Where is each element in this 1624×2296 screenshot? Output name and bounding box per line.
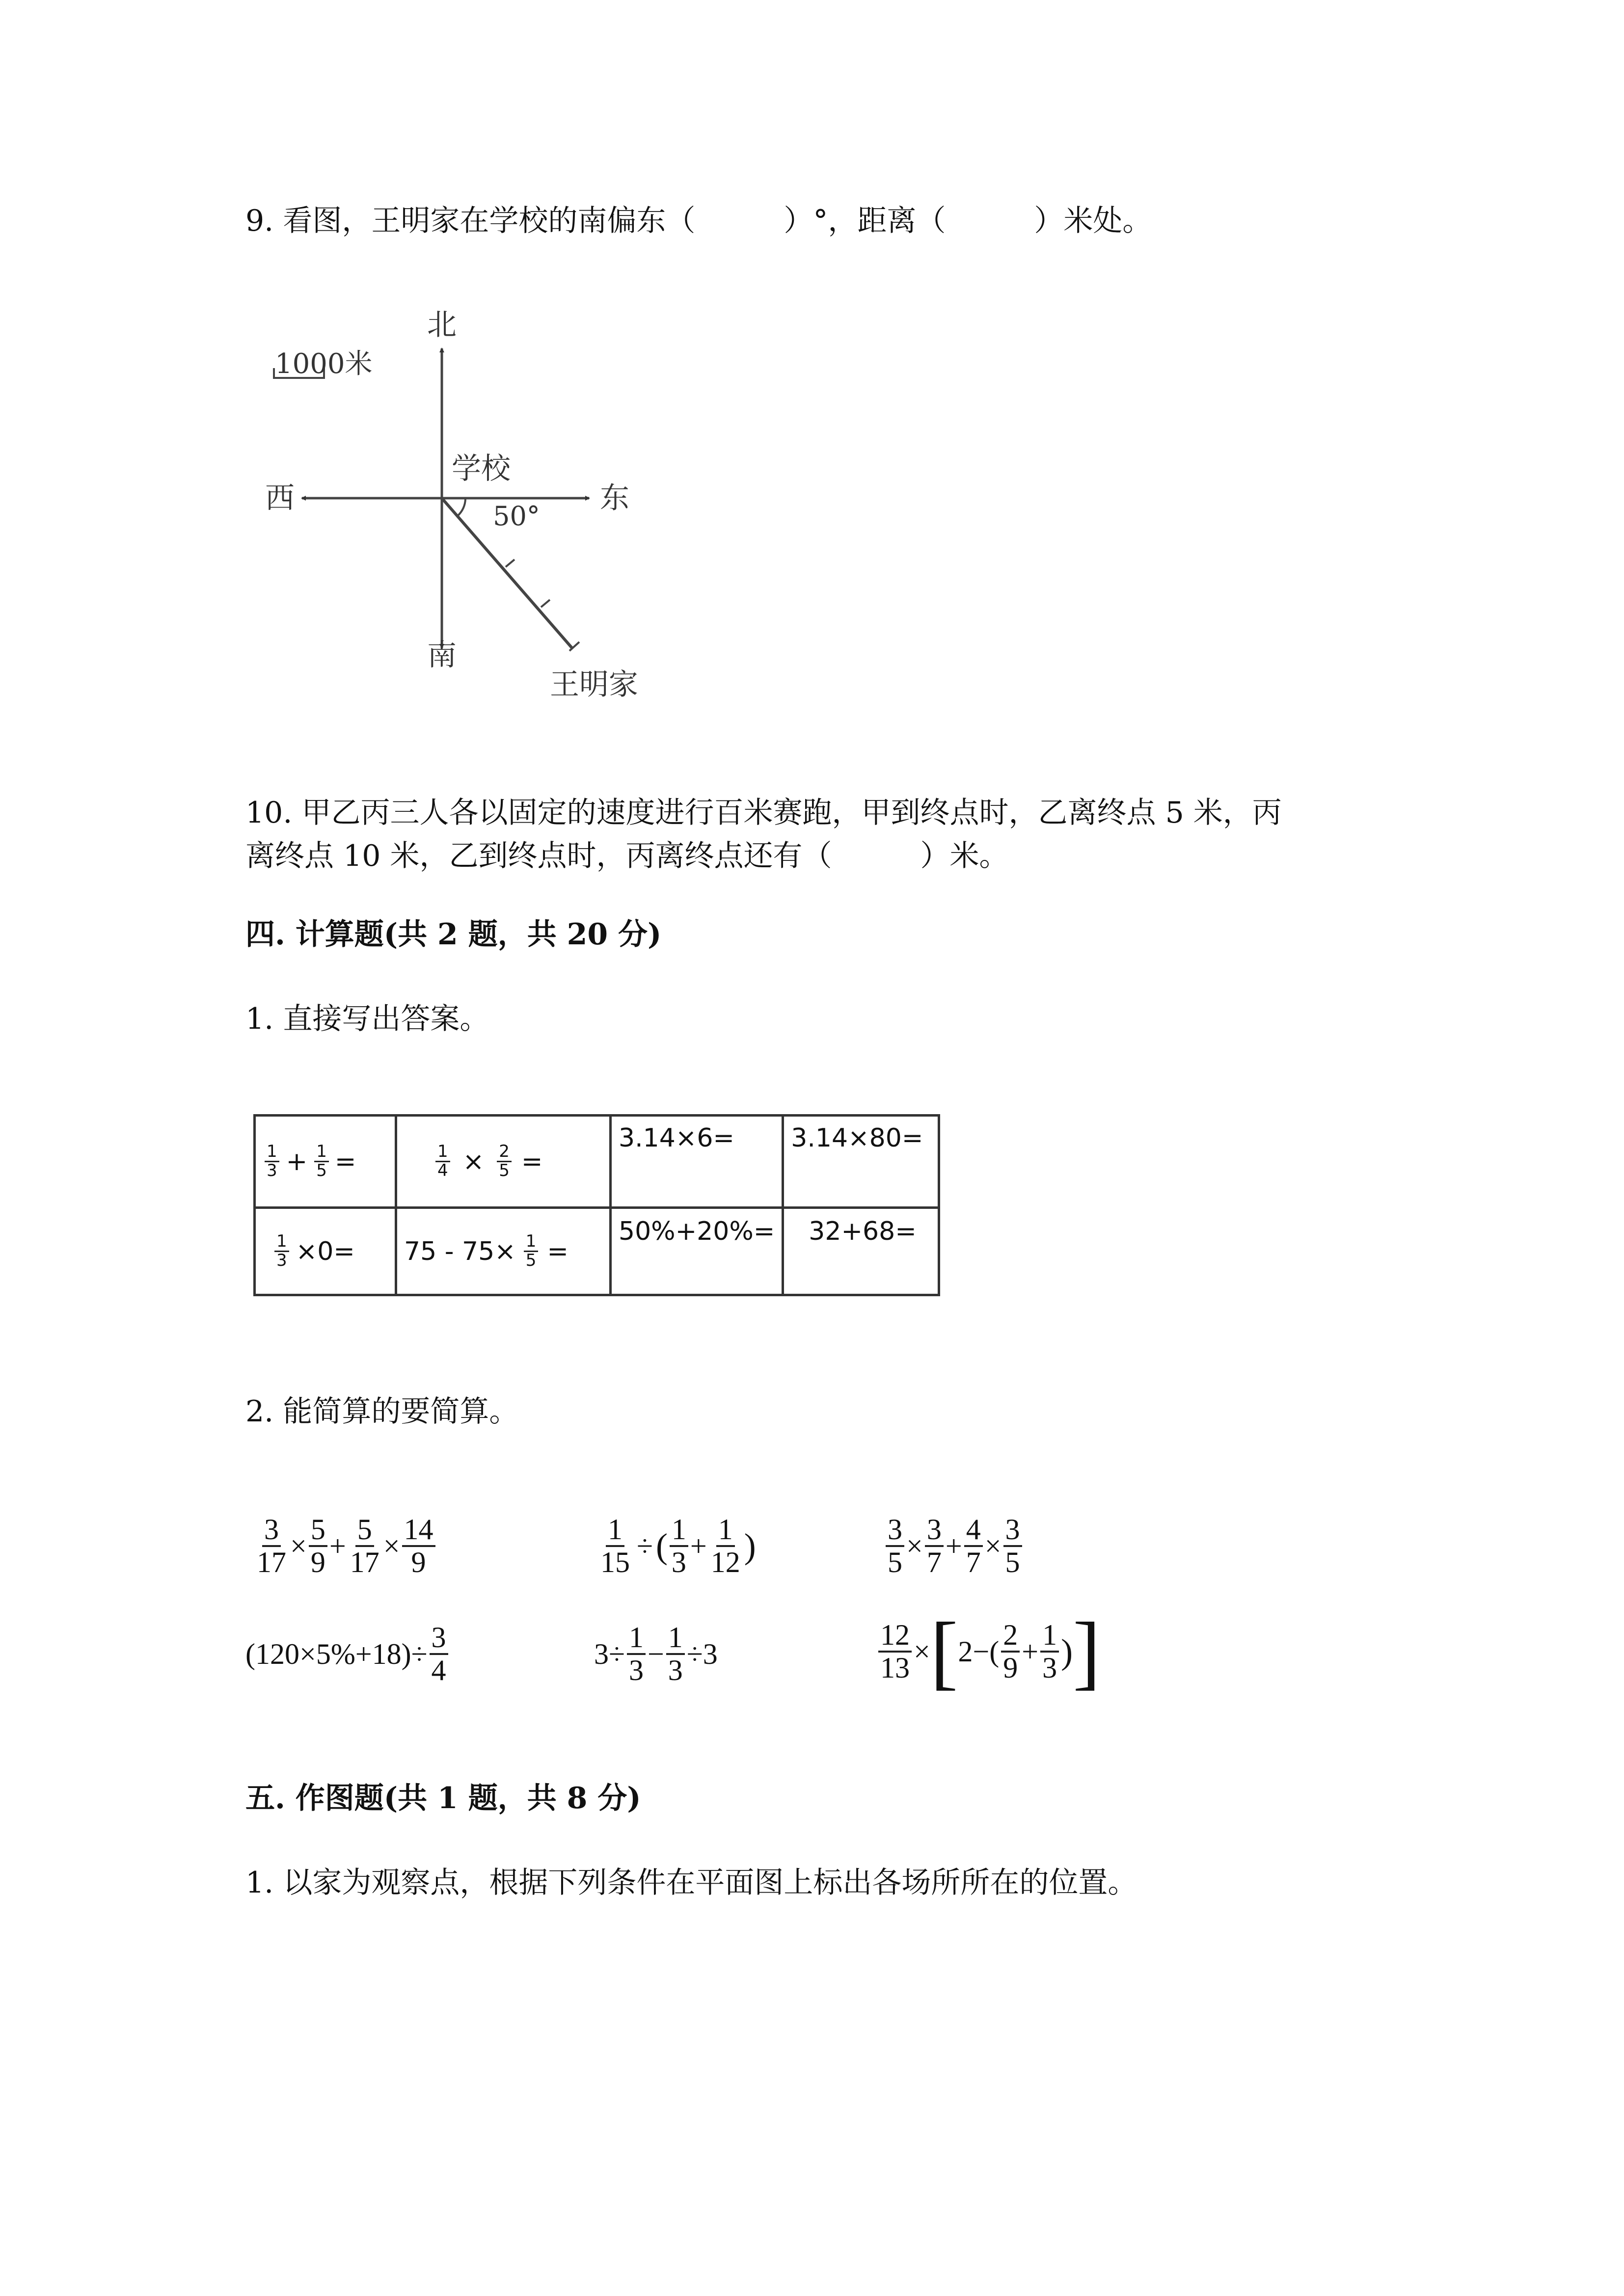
school-label: 学校 xyxy=(452,452,511,486)
table-cell: 32+68= xyxy=(783,1208,939,1295)
table-cell: 75 - 75× $\frac{1}{5}$ = xyxy=(396,1208,611,1295)
expression-4: (120×5%+18)÷ $\frac{3}{4}$ xyxy=(245,1607,450,1701)
compass-diagram xyxy=(245,304,668,707)
question-5-1: 1. 以家为观察点，根据下列条件在平面图上标出各场所所在的位置。 xyxy=(245,1866,1137,1900)
calculation-table xyxy=(253,1114,940,1296)
table-cell: 3.14×6= xyxy=(611,1116,783,1208)
table-cell: $\frac{1}{4}$ × $\frac{2}{5}$ = xyxy=(396,1116,611,1208)
table-cell: $\frac{1}{3}$ + $\frac{1}{5}$ = xyxy=(255,1116,396,1208)
expression-5: 3÷ $\frac{1}{3}$ − $\frac{1}{3}$ ÷3 xyxy=(594,1621,718,1686)
expression-2: $\frac{1}{15}$ ÷ ( $\frac{1}{3}$ + $\frac{1}{12}$ ) xyxy=(600,1513,756,1578)
table-cell: 50%+20%= xyxy=(611,1208,783,1295)
expression-1: $\frac{3}{17}$ × $\frac{5}{9}$ + $\frac{5}{17}$ × $\frac{14}{9}$ xyxy=(253,1499,437,1593)
angle-label: 50° xyxy=(493,501,540,532)
question-10-line-1: 10. 甲乙丙三人各以固定的速度进行百米赛跑，甲到终点时，乙离终点 5 米，丙 xyxy=(245,796,1282,830)
scale-tick xyxy=(506,560,514,567)
north-label: 北 xyxy=(427,308,457,342)
question-4-2: 2. 能简算的要简算。 xyxy=(245,1394,519,1429)
question-10-line-2: 离终点 10 米，乙到终点时，丙离终点还有（ ）米。 xyxy=(245,839,1009,873)
table-cell: $\frac{1}{3}$ ×0= xyxy=(255,1208,396,1295)
west-label: 西 xyxy=(265,481,295,515)
question-4-1: 1. 直接写出答案。 xyxy=(245,1002,489,1036)
east-label: 东 xyxy=(600,481,629,515)
home-label: 王明家 xyxy=(550,667,638,702)
south-label: 南 xyxy=(427,638,457,672)
expression-6: $\frac{12}{13}$ × [ 2−( $\frac{2}{9}$ + $\frac{1}{3}$ ) ] xyxy=(876,1600,1101,1703)
scale-tick xyxy=(541,600,550,607)
scale-label: 1000米 xyxy=(275,348,373,380)
question-9: 9. 看图，王明家在学校的南偏东（ ）°，距离（ ）米处。 xyxy=(245,204,1152,238)
section-5-title: 五. 作图题(共 1 题，共 8 分) xyxy=(245,1781,641,1815)
table-cell: 3.14×80= xyxy=(783,1116,939,1208)
section-4-title: 四. 计算题(共 2 题，共 20 分) xyxy=(245,917,662,952)
expression-3: $\frac{3}{5}$ × $\frac{3}{7}$ + $\frac{4}{7}$ × $\frac{3}{5}$ xyxy=(884,1499,1024,1593)
angle-arc xyxy=(457,498,465,516)
